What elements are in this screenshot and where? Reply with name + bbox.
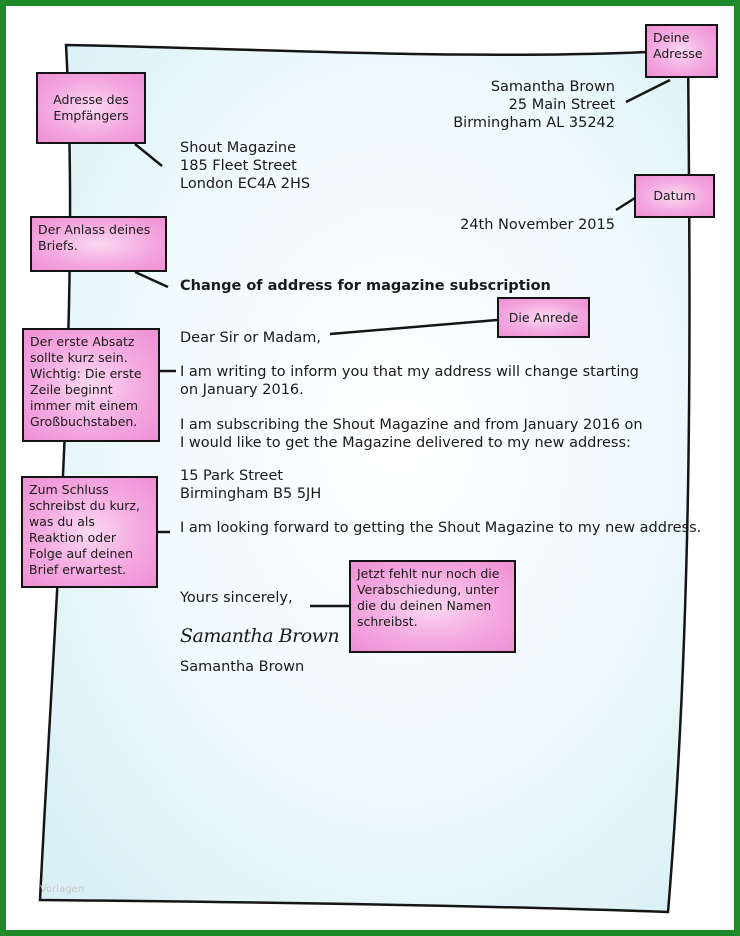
paragraph-2-line-2: I would like to get the Magazine delivered to my new address: — [180, 435, 631, 451]
watermark: Vorlagen — [40, 884, 85, 895]
closing-paragraph: I am looking forward to getting the Shout Magazine to my new address. — [180, 520, 702, 536]
letter-date: 24th November 2015 — [460, 217, 615, 233]
paragraph-2-line-1: I am subscribing the Shout Magazine and from January 2016 on — [180, 417, 643, 433]
recipient-street: 185 Fleet Street — [180, 158, 297, 174]
sender-city: Birmingham AL 35242 — [453, 115, 615, 131]
signature: Samantha Brown — [180, 625, 340, 647]
new-city: Birmingham B5 5JH — [180, 486, 322, 502]
sender-name: Samantha Brown — [490, 79, 615, 95]
letter-subject: Change of address for magazine subscription — [180, 278, 551, 294]
recipient-city: London EC4A 2HS — [180, 176, 311, 192]
note-datum: Datum — [634, 174, 715, 218]
note-anrede: Die Anrede — [497, 297, 590, 338]
salutation: Dear Sir or Madam, — [180, 330, 322, 346]
note-verabschiedung: Jetzt fehlt nur noch die Verabschiedung, unter die du deinen Namen schreibst. — [349, 560, 516, 653]
sender-street: 25 Main Street — [508, 97, 615, 113]
note-schluss: Zum Schluss schreibst du kurz, was du als Reaktion oder Folge auf deinen Brief erwartest. — [21, 476, 158, 588]
note-erster-absatz: Der erste Absatz sollte kurz sein. Wichtig: Die erste Zeile beginnt immer mit einem Großbuchstaben. — [22, 328, 160, 442]
paragraph-1-line-2: on January 2016. — [180, 382, 304, 398]
closing: Yours sincerely, — [180, 590, 293, 606]
printed-name: Samantha Brown — [180, 659, 305, 675]
note-anlass: Der Anlass deines Briefs. — [30, 216, 167, 272]
note-deine-adresse: Deine Adresse — [645, 24, 718, 78]
recipient-company: Shout Magazine — [180, 140, 296, 156]
paragraph-1-line-1: I am writing to inform you that my address will change starting — [180, 364, 639, 380]
note-empfaenger: Adresse des Empfängers — [36, 72, 146, 144]
new-street: 15 Park Street — [180, 468, 284, 484]
